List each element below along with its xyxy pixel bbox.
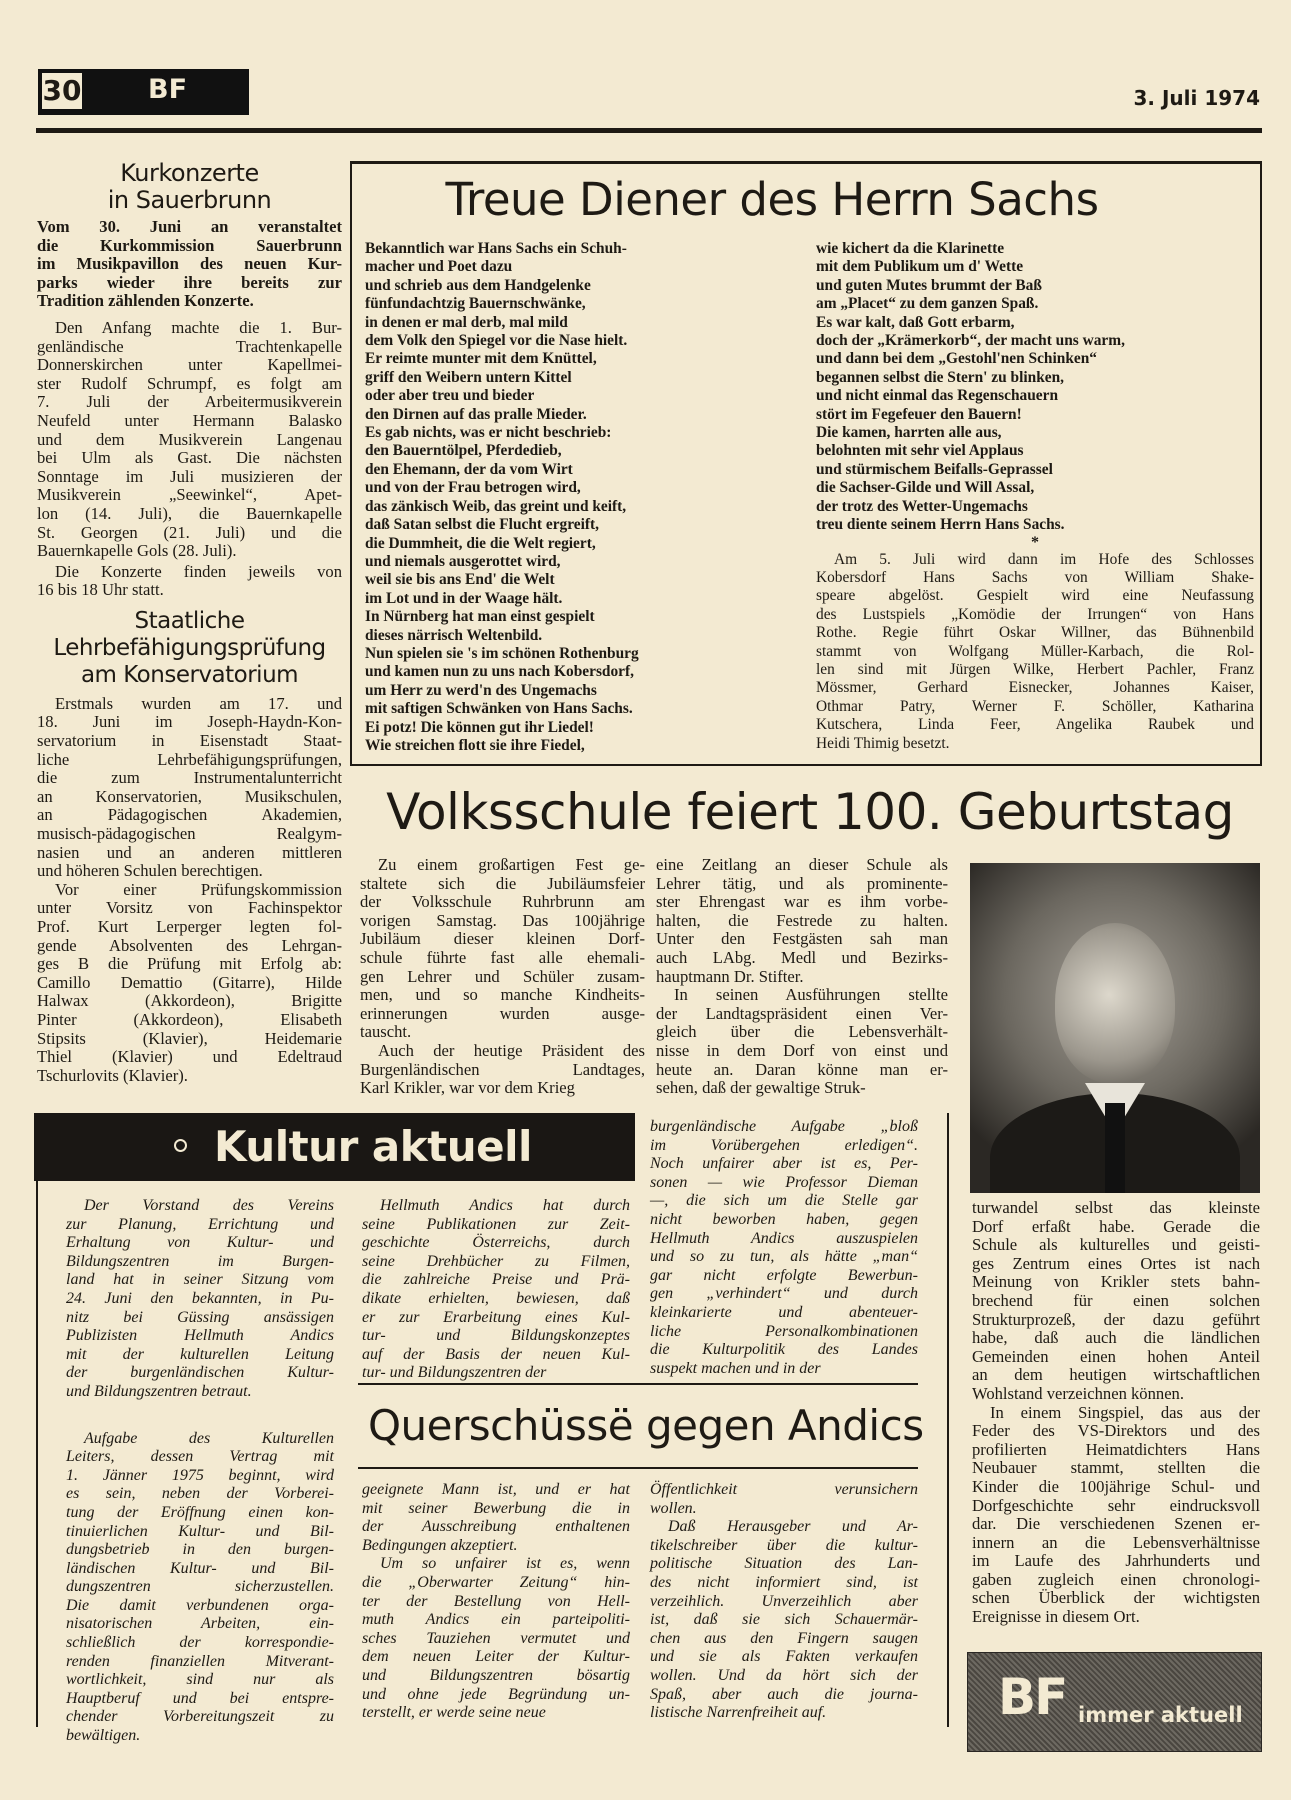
text-line: Gemeinden einen hohen Anteil <box>972 1346 1260 1366</box>
text-line: im Musikpavillon des neuen Kur- <box>37 254 342 274</box>
volksschule-headline: Volksschule feiert 100. Geburtstag <box>386 783 1234 841</box>
text-line: turwandel selbst das kleinste <box>972 1198 1260 1217</box>
text-line: griff den Weibern untern Kittel <box>365 368 572 386</box>
text-line: politische Situation des Lan- <box>650 1555 918 1573</box>
text-line: Feder des VS-Direktors und des <box>972 1421 1260 1441</box>
kultur-paragraph <box>66 1197 334 1402</box>
text-line: an Konservatorien, Musikschulen, <box>37 786 342 806</box>
text-line: des nicht informiert sind, ist <box>650 1573 918 1591</box>
text-line: Othmar Patry, Werner F. Schöller, Katharina <box>816 697 1254 715</box>
text-line: ges Zentrum eines Ortes ist nach <box>972 1253 1260 1273</box>
text-line: die zahlreiche Preise und Prä- <box>362 1271 630 1289</box>
text-line: verzeihlich. Unverzeihlich aber <box>650 1592 918 1610</box>
text-line: Jubiläum dieser kleinen Dorf- <box>360 929 645 949</box>
text-line: Thiel (Klavier) und Edeltraud <box>37 1047 342 1067</box>
volksschule-column-3 <box>972 1199 1260 1627</box>
text-line: Aufgabe des Kulturellen <box>84 1429 334 1447</box>
sachs-prose <box>816 551 1254 753</box>
text-line: In Nürnberg hat man einst gespielt <box>365 608 595 626</box>
text-line: belohnten mit sehr viel Applaus <box>816 442 1024 460</box>
text-line: und niemals ausgerottet wird, <box>365 552 561 570</box>
text-line: Nun spielen sie 's im schönen Rothenburg <box>365 644 639 662</box>
issue-date: 3. Juli 1974 <box>1133 86 1260 110</box>
text-line: das zänkisch Weib, das greint und keift, <box>365 497 627 515</box>
text-line: Wie streichen flott sie ihre Fiedel, <box>365 736 585 754</box>
text-line: nasien und an anderen mittleren <box>37 842 342 862</box>
text-line: der burgenländischen Kultur- <box>66 1364 334 1382</box>
text-line: weil sie bis ans End' die Welt <box>365 571 555 589</box>
text-line: Halwax (Akkordeon), Brigitte <box>37 991 342 1011</box>
text-line: und Bildungszentren bösartig <box>362 1666 630 1684</box>
text-line: musisch-pädagogischen Realgym- <box>37 824 342 844</box>
headline-line: am Konservatorium <box>80 661 299 688</box>
kultur-aktuell-title: Kultur aktuell <box>214 1122 532 1171</box>
text-line: Dorf erfaßt habe. Gerade die <box>972 1216 1260 1236</box>
text-line: ist, daß sie sich Schauermär- <box>650 1611 918 1629</box>
text-line: len sind mit Jürgen Wilke, Herbert Pachler, Franz <box>816 660 1254 678</box>
headline-line: Kurkonzerte <box>120 159 259 187</box>
text-line: dungszentren sicherzustellen. <box>66 1578 334 1596</box>
text-line: an Pädagogischen Akademien, <box>37 805 342 825</box>
text-line: parks wieder ihre bereits zur <box>37 272 342 292</box>
text-line: wortlichkeit, sind nur als <box>66 1671 334 1689</box>
text-line: geschichte Österreichs, durch <box>362 1234 630 1252</box>
text-line: bei Ulm als Gast. Die nächsten <box>37 448 342 468</box>
text-line: und dem Musikverein Langenau <box>37 429 342 449</box>
text-line: lon (14. Juli), die Bauernkapelle <box>37 503 342 523</box>
text-line: Den Anfang machte die 1. Bur- <box>55 317 342 337</box>
kultur-paragraph <box>362 1555 630 1722</box>
text-line: Hellmuth Andics auszuspielen <box>650 1229 918 1247</box>
text-line: Publizisten Hellmuth Andics <box>66 1327 334 1345</box>
text-line: Vor einer Prüfungskommission <box>55 879 342 899</box>
volksschule-column-2 <box>656 856 948 1098</box>
text-line: In seinen Ausführungen stellte <box>674 985 948 1005</box>
text-line: seine Publikationen zur Zeit- <box>362 1215 630 1233</box>
text-line: erinnerungen wurden ausge- <box>360 1003 645 1023</box>
text-line: dem neuen Leiter der Kultur- <box>362 1648 630 1666</box>
subtitle-rule-top <box>358 1383 918 1385</box>
text-line: sehen, daß der gewaltige Struk- <box>656 1078 866 1098</box>
text-line: Unter den Festgästen sah man <box>656 929 948 949</box>
text-line: Bauernkapelle Gols (28. Juli). <box>37 541 237 561</box>
text-line: des Lustspiels „Komödie der Irrungen“ von Hans <box>816 605 1254 623</box>
text-line: Ereignisse in diesem Ort. <box>972 1607 1140 1627</box>
text-line: genländische Trachtenkapelle <box>37 336 342 356</box>
text-line: profilierten Heimatdichters Hans <box>972 1439 1260 1459</box>
promo-text: immer aktuell <box>1078 1703 1243 1727</box>
bullet-icon <box>174 1139 187 1152</box>
portrait-photo <box>970 863 1260 1193</box>
volksschule-paragraph <box>972 1199 1260 1404</box>
text-line: dar. Die verschiedenen Szenen er- <box>972 1514 1260 1534</box>
text-line: die Kurkommission Sauerbrunn <box>37 235 342 255</box>
text-line: Kinder die 100jährige Schul- und <box>972 1476 1260 1496</box>
kultur-left-rule <box>36 1181 38 1727</box>
sachs-poem-column-2 <box>816 240 1254 535</box>
text-line: treu diente seinem Herrn Hans Sachs. <box>816 516 1065 534</box>
sachs-article-box <box>350 161 1262 766</box>
text-line: es sein, neben der Vorberei- <box>66 1485 334 1503</box>
text-line: Kutschera, Linda Feer, Angelika Raubek und <box>816 716 1254 734</box>
kultur-column-2 <box>362 1197 630 1383</box>
text-line: burgenländische Aufgabe „bloß <box>650 1118 918 1135</box>
volksschule-paragraph <box>360 1042 645 1098</box>
text-line: und höheren Schulen berechtigen. <box>37 861 263 881</box>
text-line: Tradition zählenden Konzerte. <box>37 291 254 311</box>
text-line: Tschurlovits (Klavier). <box>37 1065 188 1085</box>
text-line: nitz bei Güssing ansässigen <box>66 1308 334 1326</box>
headline-line: Staatliche <box>134 607 245 634</box>
kultur-column-rule <box>947 1113 949 1727</box>
kultur-paragraph <box>650 1118 918 1378</box>
paper-logo: BF <box>148 74 188 105</box>
text-line: ter der Bestellung von Hell- <box>362 1592 630 1610</box>
text-line: Erstmals wurden am 17. und <box>55 693 342 713</box>
text-line: stört im Fegefeuer den Bauern! <box>816 405 1022 423</box>
text-line: Neufeld unter Hermann Balasko <box>37 410 342 430</box>
text-line: tikelschreiber über die kultur- <box>650 1536 918 1554</box>
section-separator: * <box>1031 533 1039 551</box>
text-line: innern an die Lebensverhältnisse <box>972 1532 1260 1552</box>
kultur-paragraph <box>362 1481 630 1555</box>
kultur-column-1 <box>66 1197 334 1746</box>
text-line: —, die sich um die Stelle gar <box>650 1192 918 1210</box>
text-line: Heidi Thimig besetzt. <box>816 734 950 752</box>
kultur-paragraph <box>66 1430 334 1746</box>
text-line: Erhaltung von Kultur- und <box>66 1234 334 1252</box>
text-line: Hellmuth Andics hat durch <box>380 1197 630 1214</box>
text-line: wie kichert da die Klarinette <box>816 240 1005 257</box>
text-line: Bildungszentren im Burgen- <box>66 1252 334 1270</box>
text-line: tauscht. <box>360 1022 412 1042</box>
subtitle-rule-bottom <box>358 1467 918 1469</box>
text-line: Karl Krikler, war vor dem Krieg <box>360 1078 575 1098</box>
text-line: mit saftigen Schwänken von Hans Sachs. <box>365 700 633 718</box>
text-line: Hauptberuf und bei entspre- <box>66 1689 334 1707</box>
text-line: Noch unfairer aber ist es, Per- <box>650 1155 918 1173</box>
staatliche-paragraph <box>37 695 342 881</box>
text-line: bewältigen. <box>66 1727 141 1745</box>
sachs-headline: Treue Diener des Herrn Sachs <box>445 173 1099 226</box>
volksschule-paragraph <box>656 986 948 1098</box>
volksschule-paragraph <box>972 1404 1260 1627</box>
text-line: eine Zeitlang an dieser Schule als <box>656 855 948 874</box>
text-line: im Laufe des Jahrhunderts und <box>972 1551 1260 1571</box>
text-line: in denen er mal derb, mal mild <box>365 313 568 331</box>
text-line: gen Lehrer und Schüler zusam- <box>360 966 645 986</box>
text-line: renden finanziellen Mitverant- <box>66 1652 334 1670</box>
text-line: im Lot und in der Waage hält. <box>365 589 563 607</box>
text-line: Öffentlichkeit verunsichern <box>650 1481 918 1498</box>
text-line: Um so unfairer ist es, wenn <box>380 1555 630 1573</box>
volksschule-paragraph <box>360 856 645 1042</box>
promo-logo: BF <box>998 1668 1067 1726</box>
text-line: ster Rudolf Schrumpf, es folgt am <box>37 373 342 393</box>
text-line: tinuierlichen Kultur- und Bil- <box>66 1522 334 1540</box>
text-line: Bedingungen akzeptiert. <box>362 1536 518 1554</box>
kultur-bottom-column-3 <box>650 1481 918 1723</box>
text-line: nisatorischen Arbeiten, ein- <box>66 1615 334 1633</box>
text-line: dieses närrisch Weltenbild. <box>365 626 543 644</box>
text-line: gleich über die Lebensverhält- <box>656 1022 948 1042</box>
text-line: und kamen nun zu uns nach Kobersdorf, <box>365 663 634 681</box>
text-line: und nicht einmal das Regenschauern <box>816 387 1059 405</box>
left-column <box>37 160 342 1085</box>
text-line: mit seiner Bewerbung die in <box>362 1499 630 1517</box>
header-rule <box>36 128 1262 133</box>
text-line: der trotz des Wetter-Ungemachs <box>816 497 1028 515</box>
text-line: und Bildungszentren betraut. <box>66 1382 252 1400</box>
text-line: listische Narrenfreiheit auf. <box>650 1704 827 1722</box>
kurkonzerte-lead <box>37 218 342 311</box>
text-line: Dorfgeschichte sehr eindrucksvoll <box>972 1495 1260 1515</box>
text-line: Er reimte munter mit dem Knüttel, <box>365 350 597 368</box>
text-line: an dem heutigen wirtschaftlichen <box>972 1365 1260 1385</box>
text-line: im Vorübergehen erledigen“. <box>650 1136 918 1154</box>
kurkonzerte-headline <box>37 160 342 214</box>
text-line: Vom 30. Juni an veranstaltet <box>37 217 342 236</box>
text-line: vorigen Samstag. Das 100jährige <box>360 910 645 930</box>
text-line: Schule als kulturelles und geisti- <box>972 1235 1260 1255</box>
promo-box <box>967 1652 1262 1752</box>
text-line: tung der Eröffnung einen kon- <box>66 1503 334 1521</box>
text-line: Die kamen, harrten alle aus, <box>816 424 1002 442</box>
text-line: habe, daß auch die ländlichen <box>972 1328 1260 1348</box>
text-line: dem Volk den Spiegel vor die Nase hielt. <box>365 332 628 350</box>
text-line: liche Personalkombinationen <box>650 1322 918 1340</box>
text-line: Lehrer tätig, und als prominente- <box>656 873 948 893</box>
text-line: hauptmann Dr. Stifter. <box>656 966 804 986</box>
text-line: Neubauer stammt, stellten die <box>972 1458 1260 1478</box>
text-line: chender Vorbereitungszeit zu <box>66 1708 334 1726</box>
text-line: den Ehemann, der da vom Wirt <box>365 460 573 478</box>
querschuesse-headline: Querschüssë gegen Andics <box>368 1401 924 1450</box>
text-line: Es war kalt, daß Gott erbarm, <box>816 313 1015 331</box>
text-line: gen „verhindert“ und durch <box>650 1285 918 1303</box>
text-line: 16 bis 18 Uhr statt. <box>37 580 164 600</box>
text-line: oder aber treu und bieder <box>365 387 535 405</box>
text-line: gende Absolventen des Lehrgan- <box>37 935 342 955</box>
text-line: tur- und Bildungskonzeptes <box>362 1327 630 1345</box>
text-line: und schrieb aus dem Handgelenke <box>365 276 591 294</box>
headline-line: in Sauerbrunn <box>107 186 272 214</box>
text-line: Camillo Demattio (Gitarre), Hilde <box>37 972 342 992</box>
text-line: die „Oberwarter Zeitung“ hin- <box>362 1573 630 1591</box>
kurkonzerte-paragraph <box>37 563 342 600</box>
text-line: doch der „Krämerkorb“, der macht uns warm, <box>816 332 1125 350</box>
kurkonzerte-paragraph <box>37 319 342 561</box>
headline-line: Lehrbefähigungsprüfung <box>53 634 326 661</box>
text-line: halten, die Festrede zu halten. <box>656 910 948 930</box>
text-line: Prof. Kurt Lerperger legten fol- <box>37 917 342 936</box>
text-line: Stipsits (Klavier), Heidemarie <box>37 1028 342 1048</box>
text-line: Auch der heutige Präsident des <box>378 1040 645 1060</box>
text-line: ges B die Prüfung mit Erfolg ab: <box>37 954 342 974</box>
text-line: dungsbetrieb in den burgen- <box>66 1541 334 1559</box>
text-line: und dann bei dem „Gestohl'nen Schinken“ <box>816 350 1097 368</box>
text-line: Pinter (Akkordeon), Elisabeth <box>37 1009 342 1029</box>
text-line: staltete sich die Jubiläumsfeier <box>360 873 645 893</box>
text-line: Der Vorstand des Vereins <box>84 1197 334 1214</box>
text-line: die Kulturpolitik des Landes <box>650 1341 918 1359</box>
text-line: dikate erhielten, bewiesen, daß <box>362 1289 630 1307</box>
text-line: und sie als Fakten verkaufen <box>650 1648 918 1666</box>
text-line: am „Placet“ zu dem ganzen Spaß. <box>816 295 1039 313</box>
text-line: Leiters, dessen Vertrag mit <box>66 1448 334 1466</box>
kultur-paragraph <box>362 1197 630 1383</box>
text-line: servatorium in Eisenstadt Staat- <box>37 731 342 751</box>
text-line: wollen. Und da hört sich der <box>650 1666 918 1684</box>
text-line: und ohne jede Begründung un- <box>362 1685 630 1703</box>
text-line: 7. Juli der Arbeitermusikverein <box>37 392 342 412</box>
text-line: der Volksschule Ruhrbrunn am <box>360 892 645 912</box>
page-number: 30 <box>41 72 83 110</box>
kultur-paragraph <box>650 1481 918 1518</box>
staatliche-paragraph <box>37 881 342 1086</box>
text-line: die Sachser-Gilde und Will Assal, <box>816 479 1035 497</box>
text-line: den Dirnen auf das pralle Mieder. <box>365 405 587 423</box>
kultur-aktuell-banner <box>34 1113 635 1181</box>
text-line: sches Tauziehen vermutet und <box>362 1629 630 1647</box>
text-line: gaben zugleich einen chronologi- <box>972 1569 1260 1589</box>
text-line: ländischen Kultur- und Bil- <box>66 1559 334 1577</box>
text-line: fünfundachtzig Bauernschwänke, <box>365 295 586 313</box>
text-line: unter Vorsitz von Fachinspektor <box>37 898 342 918</box>
text-line: men, und so manche Kindheits- <box>360 985 645 1005</box>
text-line: Musikverein „Seewinkel“, Apet- <box>37 485 342 505</box>
text-line: Zu einem großartigen Fest ge- <box>378 855 645 874</box>
text-line: auch LAbg. Medl und Bezirks- <box>656 947 948 967</box>
text-line: Spaß, aber auch die journa- <box>650 1685 918 1703</box>
text-line: Burgenländischen Landtages, <box>360 1059 645 1079</box>
text-line: 1. Jänner 1975 beginnt, wird <box>66 1466 334 1484</box>
text-line: sonen — wie Professor Dieman <box>650 1173 918 1191</box>
portrait-face <box>1055 923 1175 1083</box>
sachs-column-2 <box>816 240 1254 753</box>
text-line: Strukturprozeß, der dazu geführt <box>972 1309 1260 1329</box>
text-line: die Dummheit, die die Welt regiert, <box>365 534 596 552</box>
text-line: begannen selbst die Stern' zu blinken, <box>816 368 1065 386</box>
text-line: Am 5. Juli wird dann im Hofe des Schlosses <box>834 550 1254 568</box>
text-line: daß Satan selbst die Flucht ergreift, <box>365 516 599 534</box>
text-line: heute an. Daran könne man er- <box>656 1059 948 1079</box>
text-line: schen Überblick der wichtigsten <box>972 1588 1260 1608</box>
text-line: Wohlstand verzeichnen können. <box>972 1383 1185 1403</box>
text-line: nicht beworben haben, gegen <box>650 1210 918 1228</box>
text-line: 24. Juni den bekannten, in Pu- <box>66 1289 334 1307</box>
text-line: suspekt machen und in der <box>650 1359 821 1377</box>
text-line: Meinung von Krikler stets bahn- <box>972 1272 1260 1292</box>
text-line: mit dem Publikum um d' Wette <box>816 258 1024 276</box>
kultur-paragraph <box>650 1518 918 1723</box>
text-line: Donnerskirchen unter Kapellmei- <box>37 355 342 375</box>
text-line: macher und Poet dazu <box>365 258 513 276</box>
text-line: muth Andics ein parteipoliti- <box>362 1611 630 1629</box>
text-line: brechend für einen solchen <box>972 1290 1260 1310</box>
text-line: speare abgelöst. Gespielt wird eine Neufassung <box>816 587 1254 605</box>
text-line: Mössmer, Gerhard Eisnecker, Johannes Kaiser, <box>816 679 1254 697</box>
text-line: Die damit verbundenen orga- <box>66 1596 334 1614</box>
text-line: liche Lehrbefähigungsprüfungen, <box>37 749 342 769</box>
text-line: wollen. <box>650 1499 697 1517</box>
text-line: kleinkarierte und abenteuer- <box>650 1303 918 1321</box>
text-line: um Herr zu werd'n des Ungemachs <box>365 681 597 699</box>
text-line: terstellt, er werde seine neue <box>362 1704 546 1722</box>
portrait-tie <box>1105 1103 1125 1193</box>
text-line: und guten Mutes brummt der Baß <box>816 276 1042 294</box>
text-line: 18. Juni im Joseph-Haydn-Kon- <box>37 712 342 732</box>
text-line: St. Georgen (21. Juli) und die <box>37 522 342 542</box>
text-line: und stürmischem Beifalls-Geprassel <box>816 460 1053 478</box>
staatliche-headline <box>37 608 342 689</box>
sachs-poem-column-1 <box>365 240 805 755</box>
text-line: der Ausschreibung enthaltenen <box>362 1518 630 1536</box>
text-line: Sonntage im Juli musizieren der <box>37 466 342 486</box>
text-line: Rothe. Regie führt Oskar Willner, das Bühnenbild <box>816 624 1254 642</box>
text-line: auf der Basis der neuen Kul- <box>362 1345 630 1363</box>
volksschule-paragraph <box>656 856 948 986</box>
text-line: und von der Frau betrogen wird, <box>365 479 581 497</box>
text-line: Bekanntlich war Hans Sachs ein Schuh- <box>365 240 627 257</box>
text-line: ster Ehrengast war es ihm vorbe- <box>656 892 948 912</box>
text-line: gar nicht erfolgte Bewerbun- <box>650 1266 918 1284</box>
text-line: Daß Herausgeber und Ar- <box>668 1518 918 1536</box>
text-line: stammt von Wolfgang Müller-Karbach, die Rol- <box>816 642 1254 660</box>
text-line: und so zu tun, als hätte „man“ <box>650 1248 918 1266</box>
kultur-column-3 <box>650 1118 918 1378</box>
kultur-bottom-column-2 <box>362 1481 630 1723</box>
text-line: In einem Singspiel, das aus der <box>990 1402 1260 1422</box>
text-line: Die Konzerte finden jeweils von <box>55 561 342 581</box>
text-line: er zur Erarbeitung eines Kul- <box>362 1308 630 1326</box>
text-line: Kobersdorf Hans Sachs von William Shake- <box>816 568 1254 586</box>
text-line: den Bauerntölpel, Pferdedieb, <box>365 442 562 460</box>
text-line: geeignete Mann ist, und er hat <box>362 1481 630 1498</box>
text-line: schließlich der korrespondie- <box>66 1634 334 1652</box>
text-line: mit der kulturellen Leitung <box>66 1345 334 1363</box>
text-line: zur Planung, Errichtung und <box>66 1215 334 1233</box>
text-line: der Landtagspräsident einen Ver- <box>656 1003 948 1023</box>
text-line: land hat in seiner Sitzung vom <box>66 1271 334 1289</box>
text-line: nisse in dem Dorf von einst und <box>656 1040 948 1060</box>
page-header-box <box>38 69 249 115</box>
text-line: schule führte fast alle ehemali- <box>360 947 645 967</box>
text-line: chen aus den Fingern saugen <box>650 1629 918 1647</box>
text-line: tur- und Bildungszentren der <box>362 1364 547 1382</box>
text-line: seine Drehbücher zu Filmen, <box>362 1252 630 1270</box>
text-line: die zum Instrumentalunterricht <box>37 768 342 788</box>
text-line: Es gab nichts, was er nicht beschrieb: <box>365 424 612 442</box>
volksschule-column-1 <box>360 856 645 1098</box>
text-line: Ei potz! Die können gut ihr Liedel! <box>365 718 594 736</box>
